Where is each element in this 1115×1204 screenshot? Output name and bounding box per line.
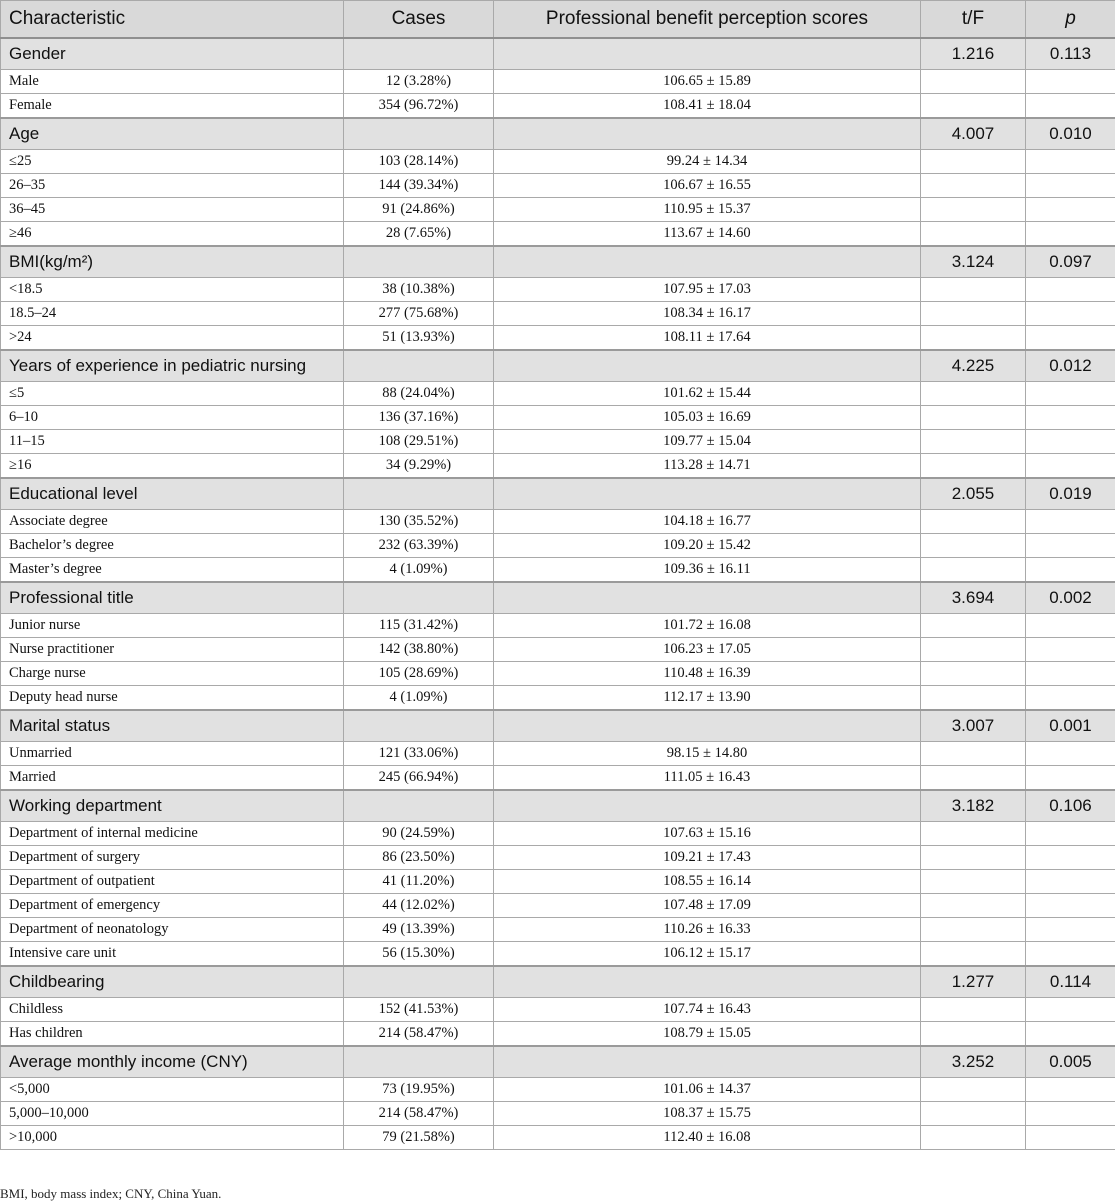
row-score: 107.63 ± 15.16 [494, 822, 921, 846]
row-cases: 51 (13.93%) [344, 326, 494, 351]
table-row [1, 278, 1115, 302]
group-label: BMI(kg/m²) [1, 246, 344, 278]
header-row [1, 1, 1115, 39]
group-score-empty [494, 350, 921, 382]
group-cases-empty [344, 246, 494, 278]
row-stat-empty [921, 918, 1026, 942]
row-score: 109.77 ± 15.04 [494, 430, 921, 454]
row-p-empty [1026, 326, 1115, 351]
row-p-empty [1026, 278, 1115, 302]
row-label: Department of emergency [1, 894, 344, 918]
group-cases-empty [344, 966, 494, 998]
row-score: 104.18 ± 16.77 [494, 510, 921, 534]
group-p-value: 0.010 [1026, 118, 1115, 150]
row-stat-empty [921, 302, 1026, 326]
table-footnote: BMI, body mass index; CNY, China Yuan. [0, 1186, 222, 1201]
table-row [1, 918, 1115, 942]
table-row [1, 94, 1115, 119]
group-cases-empty [344, 582, 494, 614]
row-score: 111.05 ± 16.43 [494, 766, 921, 791]
table-row [1, 326, 1115, 351]
row-score: 109.21 ± 17.43 [494, 846, 921, 870]
row-cases: 34 (9.29%) [344, 454, 494, 479]
group-label: Marital status [1, 710, 344, 742]
row-cases: 90 (24.59%) [344, 822, 494, 846]
row-stat-empty [921, 382, 1026, 406]
group-stat: 4.007 [921, 118, 1026, 150]
row-label: 11–15 [1, 430, 344, 454]
table-row [1, 846, 1115, 870]
row-cases: 245 (66.94%) [344, 766, 494, 791]
group-score-empty [494, 1046, 921, 1078]
row-score: 108.11 ± 17.64 [494, 326, 921, 351]
row-label: Has children [1, 1022, 344, 1047]
group-score-empty [494, 246, 921, 278]
table-body [1, 38, 1115, 1150]
table-row [1, 638, 1115, 662]
row-label: Department of outpatient [1, 870, 344, 894]
row-score: 110.95 ± 15.37 [494, 198, 921, 222]
group-stat: 3.182 [921, 790, 1026, 822]
table-row [1, 454, 1115, 479]
row-stat-empty [921, 942, 1026, 967]
table-header [1, 1, 1115, 39]
row-label: Department of surgery [1, 846, 344, 870]
header-scores: Professional benefit perception scores [494, 1, 921, 39]
header-t-f: t/F [921, 1, 1026, 39]
table-row [1, 870, 1115, 894]
header-p-value: p [1026, 1, 1115, 39]
table-row [1, 614, 1115, 638]
row-label: Deputy head nurse [1, 686, 344, 711]
table-row [1, 150, 1115, 174]
group-score-empty [494, 478, 921, 510]
group-label: Educational level [1, 478, 344, 510]
group-cases-empty [344, 350, 494, 382]
row-score: 105.03 ± 16.69 [494, 406, 921, 430]
group-score-empty [494, 966, 921, 998]
row-score: 101.72 ± 16.08 [494, 614, 921, 638]
row-cases: 4 (1.09%) [344, 686, 494, 711]
row-label: Charge nurse [1, 662, 344, 686]
row-score: 108.37 ± 15.75 [494, 1102, 921, 1126]
group-stat: 3.252 [921, 1046, 1026, 1078]
group-row [1, 582, 1115, 614]
row-p-empty [1026, 302, 1115, 326]
group-p-value: 0.113 [1026, 38, 1115, 70]
group-p-value: 0.012 [1026, 350, 1115, 382]
row-score: 112.40 ± 16.08 [494, 1126, 921, 1150]
row-label: <5,000 [1, 1078, 344, 1102]
table-row [1, 198, 1115, 222]
row-cases: 103 (28.14%) [344, 150, 494, 174]
row-p-empty [1026, 534, 1115, 558]
group-score-empty [494, 118, 921, 150]
group-row [1, 790, 1115, 822]
row-stat-empty [921, 406, 1026, 430]
row-stat-empty [921, 222, 1026, 247]
row-score: 109.36 ± 16.11 [494, 558, 921, 583]
group-score-empty [494, 582, 921, 614]
group-score-empty [494, 38, 921, 70]
row-stat-empty [921, 326, 1026, 351]
row-score: 112.17 ± 13.90 [494, 686, 921, 711]
group-p-value: 0.001 [1026, 710, 1115, 742]
row-cases: 86 (23.50%) [344, 846, 494, 870]
row-cases: 136 (37.16%) [344, 406, 494, 430]
row-stat-empty [921, 662, 1026, 686]
row-cases: 214 (58.47%) [344, 1102, 494, 1126]
group-p-value: 0.106 [1026, 790, 1115, 822]
row-cases: 354 (96.72%) [344, 94, 494, 119]
table-row [1, 686, 1115, 711]
group-label: Years of experience in pediatric nursing [1, 350, 344, 382]
group-row [1, 38, 1115, 70]
row-p-empty [1026, 894, 1115, 918]
table-row [1, 510, 1115, 534]
row-p-empty [1026, 870, 1115, 894]
row-score: 108.79 ± 15.05 [494, 1022, 921, 1047]
row-p-empty [1026, 638, 1115, 662]
row-score: 110.48 ± 16.39 [494, 662, 921, 686]
row-cases: 56 (15.30%) [344, 942, 494, 967]
table-row [1, 822, 1115, 846]
row-p-empty [1026, 430, 1115, 454]
row-p-empty [1026, 614, 1115, 638]
row-label: Department of neonatology [1, 918, 344, 942]
row-score: 98.15 ± 14.80 [494, 742, 921, 766]
row-stat-empty [921, 1078, 1026, 1102]
row-stat-empty [921, 510, 1026, 534]
table-row [1, 766, 1115, 791]
row-score: 108.55 ± 16.14 [494, 870, 921, 894]
table-row [1, 70, 1115, 94]
row-cases: 49 (13.39%) [344, 918, 494, 942]
group-score-empty [494, 790, 921, 822]
group-row [1, 350, 1115, 382]
group-stat: 1.277 [921, 966, 1026, 998]
row-stat-empty [921, 558, 1026, 583]
row-cases: 12 (3.28%) [344, 70, 494, 94]
row-label: Married [1, 766, 344, 791]
row-p-empty [1026, 846, 1115, 870]
row-score: 108.41 ± 18.04 [494, 94, 921, 119]
row-cases: 152 (41.53%) [344, 998, 494, 1022]
row-stat-empty [921, 1126, 1026, 1150]
table-row [1, 998, 1115, 1022]
row-cases: 91 (24.86%) [344, 198, 494, 222]
row-stat-empty [921, 198, 1026, 222]
row-score: 107.48 ± 17.09 [494, 894, 921, 918]
row-p-empty [1026, 510, 1115, 534]
row-cases: 28 (7.65%) [344, 222, 494, 247]
row-label: Male [1, 70, 344, 94]
row-cases: 41 (11.20%) [344, 870, 494, 894]
table-row [1, 942, 1115, 967]
row-label: ≥46 [1, 222, 344, 247]
row-stat-empty [921, 638, 1026, 662]
row-stat-empty [921, 822, 1026, 846]
row-score: 106.65 ± 15.89 [494, 70, 921, 94]
row-stat-empty [921, 870, 1026, 894]
header-cases: Cases [344, 1, 494, 39]
row-stat-empty [921, 846, 1026, 870]
row-stat-empty [921, 1022, 1026, 1047]
group-p-value: 0.005 [1026, 1046, 1115, 1078]
row-cases: 88 (24.04%) [344, 382, 494, 406]
row-p-empty [1026, 406, 1115, 430]
row-cases: 232 (63.39%) [344, 534, 494, 558]
row-stat-empty [921, 894, 1026, 918]
row-label: Unmarried [1, 742, 344, 766]
row-cases: 142 (38.80%) [344, 638, 494, 662]
group-stat: 1.216 [921, 38, 1026, 70]
table-row [1, 382, 1115, 406]
table-row [1, 742, 1115, 766]
group-label: Working department [1, 790, 344, 822]
row-cases: 277 (75.68%) [344, 302, 494, 326]
row-score: 99.24 ± 14.34 [494, 150, 921, 174]
row-p-empty [1026, 94, 1115, 119]
table-row [1, 1126, 1115, 1150]
table-row [1, 302, 1115, 326]
row-cases: 108 (29.51%) [344, 430, 494, 454]
row-p-empty [1026, 558, 1115, 583]
group-p-value: 0.114 [1026, 966, 1115, 998]
row-p-empty [1026, 150, 1115, 174]
group-label: Age [1, 118, 344, 150]
row-stat-empty [921, 1102, 1026, 1126]
row-label: Associate degree [1, 510, 344, 534]
row-score: 101.62 ± 15.44 [494, 382, 921, 406]
row-cases: 4 (1.09%) [344, 558, 494, 583]
table-row [1, 406, 1115, 430]
row-p-empty [1026, 766, 1115, 791]
row-label: Nurse practitioner [1, 638, 344, 662]
table-row [1, 430, 1115, 454]
row-p-empty [1026, 1102, 1115, 1126]
group-cases-empty [344, 38, 494, 70]
row-cases: 105 (28.69%) [344, 662, 494, 686]
row-p-empty [1026, 382, 1115, 406]
group-row [1, 118, 1115, 150]
row-label: Female [1, 94, 344, 119]
row-p-empty [1026, 822, 1115, 846]
table-row [1, 1078, 1115, 1102]
row-label: Department of internal medicine [1, 822, 344, 846]
row-p-empty [1026, 1126, 1115, 1150]
row-stat-empty [921, 430, 1026, 454]
row-label: >24 [1, 326, 344, 351]
row-p-empty [1026, 998, 1115, 1022]
row-score: 106.23 ± 17.05 [494, 638, 921, 662]
row-stat-empty [921, 454, 1026, 479]
row-p-empty [1026, 174, 1115, 198]
group-cases-empty [344, 118, 494, 150]
row-score: 113.28 ± 14.71 [494, 454, 921, 479]
table-row [1, 894, 1115, 918]
row-label: Intensive care unit [1, 942, 344, 967]
group-p-value: 0.097 [1026, 246, 1115, 278]
group-stat: 3.124 [921, 246, 1026, 278]
row-score: 108.34 ± 16.17 [494, 302, 921, 326]
group-row [1, 1046, 1115, 1078]
row-score: 106.67 ± 16.55 [494, 174, 921, 198]
row-score: 106.12 ± 15.17 [494, 942, 921, 967]
row-label: ≤25 [1, 150, 344, 174]
group-label: Gender [1, 38, 344, 70]
group-label: Childbearing [1, 966, 344, 998]
table-row [1, 662, 1115, 686]
row-label: 36–45 [1, 198, 344, 222]
row-stat-empty [921, 534, 1026, 558]
row-stat-empty [921, 614, 1026, 638]
group-row [1, 478, 1115, 510]
table-row [1, 222, 1115, 247]
row-score: 101.06 ± 14.37 [494, 1078, 921, 1102]
group-score-empty [494, 710, 921, 742]
row-stat-empty [921, 742, 1026, 766]
group-label: Professional title [1, 582, 344, 614]
row-p-empty [1026, 686, 1115, 711]
group-row [1, 710, 1115, 742]
row-cases: 115 (31.42%) [344, 614, 494, 638]
row-label: Bachelor’s degree [1, 534, 344, 558]
row-cases: 73 (19.95%) [344, 1078, 494, 1102]
group-cases-empty [344, 710, 494, 742]
row-label: Childless [1, 998, 344, 1022]
row-stat-empty [921, 766, 1026, 791]
row-p-empty [1026, 222, 1115, 247]
row-score: 113.67 ± 14.60 [494, 222, 921, 247]
row-stat-empty [921, 70, 1026, 94]
row-stat-empty [921, 150, 1026, 174]
row-p-empty [1026, 70, 1115, 94]
row-cases: 79 (21.58%) [344, 1126, 494, 1150]
row-p-empty [1026, 742, 1115, 766]
row-score: 109.20 ± 15.42 [494, 534, 921, 558]
row-label: Junior nurse [1, 614, 344, 638]
row-cases: 214 (58.47%) [344, 1022, 494, 1047]
row-stat-empty [921, 94, 1026, 119]
row-label: 6–10 [1, 406, 344, 430]
table-row [1, 558, 1115, 583]
table-row [1, 1102, 1115, 1126]
row-stat-empty [921, 174, 1026, 198]
row-cases: 144 (39.34%) [344, 174, 494, 198]
group-p-value: 0.019 [1026, 478, 1115, 510]
row-label: 26–35 [1, 174, 344, 198]
group-stat: 4.225 [921, 350, 1026, 382]
row-stat-empty [921, 278, 1026, 302]
row-p-empty [1026, 918, 1115, 942]
row-label: <18.5 [1, 278, 344, 302]
row-label: Master’s degree [1, 558, 344, 583]
group-p-value: 0.002 [1026, 582, 1115, 614]
group-stat: 2.055 [921, 478, 1026, 510]
row-label: ≤5 [1, 382, 344, 406]
row-p-empty [1026, 198, 1115, 222]
row-cases: 38 (10.38%) [344, 278, 494, 302]
row-label: ≥16 [1, 454, 344, 479]
table-row [1, 1022, 1115, 1047]
group-row [1, 966, 1115, 998]
table-row [1, 174, 1115, 198]
row-stat-empty [921, 686, 1026, 711]
row-cases: 44 (12.02%) [344, 894, 494, 918]
row-cases: 130 (35.52%) [344, 510, 494, 534]
row-p-empty [1026, 454, 1115, 479]
group-row [1, 246, 1115, 278]
row-p-empty [1026, 942, 1115, 967]
row-p-empty [1026, 1022, 1115, 1047]
row-label: 18.5–24 [1, 302, 344, 326]
group-stat: 3.694 [921, 582, 1026, 614]
group-cases-empty [344, 478, 494, 510]
row-label: 5,000–10,000 [1, 1102, 344, 1126]
row-stat-empty [921, 998, 1026, 1022]
table-row [1, 534, 1115, 558]
row-p-empty [1026, 1078, 1115, 1102]
row-score: 110.26 ± 16.33 [494, 918, 921, 942]
group-cases-empty [344, 1046, 494, 1078]
header-characteristic: Characteristic [1, 1, 344, 39]
row-score: 107.74 ± 16.43 [494, 998, 921, 1022]
row-cases: 121 (33.06%) [344, 742, 494, 766]
group-stat: 3.007 [921, 710, 1026, 742]
group-label: Average monthly income (CNY) [1, 1046, 344, 1078]
row-score: 107.95 ± 17.03 [494, 278, 921, 302]
group-cases-empty [344, 790, 494, 822]
row-label: >10,000 [1, 1126, 344, 1150]
row-p-empty [1026, 662, 1115, 686]
